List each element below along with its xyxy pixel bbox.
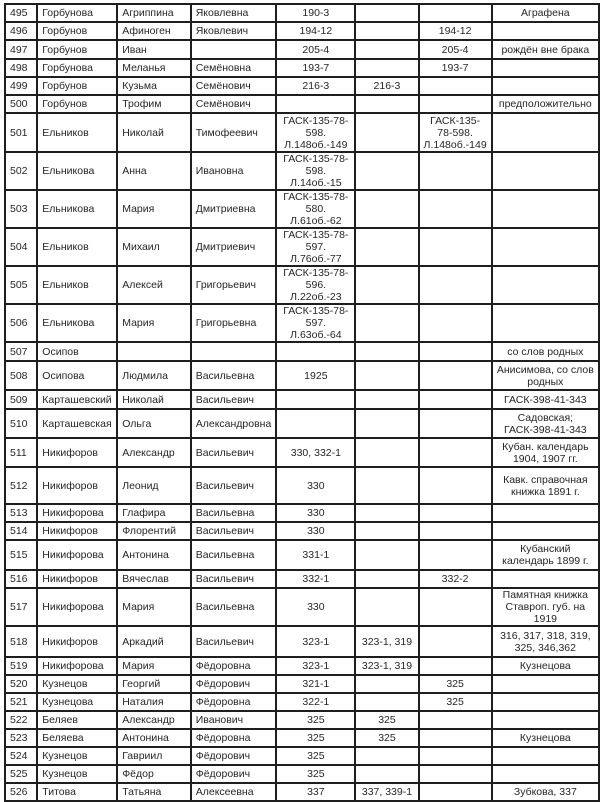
row-number-cell: 525: [5, 765, 37, 783]
source-cell-3: [419, 657, 492, 675]
table-row: [5, 540, 599, 570]
patronymic-cell: Васильевна: [191, 504, 277, 522]
note-cell: Кубан. календарь 1904, 1907 гг.: [492, 438, 599, 467]
row-number-cell: 510: [5, 409, 37, 438]
given-name-cell: Георгий: [117, 675, 191, 693]
source-cell-3: [419, 228, 492, 266]
patronymic-cell: Семёнович: [191, 95, 277, 113]
patronymic-cell: Васильевич: [191, 467, 277, 504]
source-cell-3: [419, 729, 492, 747]
source-cell-2: [355, 588, 418, 626]
patronymic-cell: Алексеевна: [191, 783, 277, 801]
surname-cell: Никифорова: [37, 504, 117, 522]
note-cell: [492, 570, 599, 588]
source-cell-1: 337: [276, 783, 355, 801]
source-cell-2: [355, 59, 418, 77]
table-body: [5, 4, 599, 801]
source-cell-1: 332-1: [276, 570, 355, 588]
source-cell-1: [276, 342, 355, 361]
source-cell-1: 325: [276, 711, 355, 729]
source-cell-2: [355, 675, 418, 693]
row-number-cell: 518: [5, 626, 37, 657]
patronymic-cell: Яковлевна: [191, 4, 277, 22]
row-number-cell: 496: [5, 22, 37, 40]
row-number-cell: 513: [5, 504, 37, 522]
table-row: [5, 59, 599, 77]
row-number-cell: 514: [5, 522, 37, 540]
source-cell-2: [355, 304, 418, 342]
surname-cell: Ельникова: [37, 152, 117, 190]
table-row: [5, 152, 599, 190]
source-cell-3: 205-4: [419, 40, 492, 59]
source-cell-1: [276, 409, 355, 438]
source-cell-2: [355, 390, 418, 409]
source-cell-2: [355, 540, 418, 570]
note-cell: Кузнецова: [492, 657, 599, 675]
source-cell-3: [419, 361, 492, 390]
source-cell-3: [419, 438, 492, 467]
given-name-cell: Афиноген: [117, 22, 191, 40]
table-row: [5, 22, 599, 40]
table-row: [5, 266, 599, 304]
source-cell-3: ГАСК-135-78-598. Л.148об.-149: [419, 113, 492, 152]
note-cell: [492, 190, 599, 228]
given-name-cell: Меланья: [117, 59, 191, 77]
note-cell: ГАСК-398-41-343: [492, 390, 599, 409]
source-cell-3: [419, 4, 492, 22]
source-cell-1: 323-1: [276, 657, 355, 675]
source-cell-1: 193-7: [276, 59, 355, 77]
source-cell-1: ГАСК-135-78-597. Л.76об.-77: [276, 228, 355, 266]
source-cell-1: ГАСК-135-78-580. Л.61об.-62: [276, 190, 355, 228]
row-number-cell: 521: [5, 693, 37, 711]
table-row: [5, 95, 599, 113]
source-cell-3: [419, 540, 492, 570]
note-cell: [492, 113, 599, 152]
source-cell-1: 325: [276, 747, 355, 765]
row-number-cell: 516: [5, 570, 37, 588]
source-cell-1: 321-1: [276, 675, 355, 693]
patronymic-cell: Фёдоровна: [191, 693, 277, 711]
note-cell: Анисимова, со слов родных: [492, 361, 599, 390]
table-row: [5, 626, 599, 657]
source-cell-3: [419, 504, 492, 522]
row-number-cell: 502: [5, 152, 37, 190]
row-number-cell: 501: [5, 113, 37, 152]
note-cell: [492, 228, 599, 266]
source-cell-1: 1925: [276, 361, 355, 390]
surname-cell: Ельникова: [37, 304, 117, 342]
row-number-cell: 519: [5, 657, 37, 675]
surname-cell: Ельников: [37, 266, 117, 304]
genealogy-table: [4, 3, 600, 802]
source-cell-2: 323-1, 319: [355, 657, 418, 675]
surname-cell: Ельников: [37, 228, 117, 266]
given-name-cell: Флорентий: [117, 522, 191, 540]
source-cell-2: [355, 152, 418, 190]
surname-cell: Горбунов: [37, 77, 117, 95]
row-number-cell: 524: [5, 747, 37, 765]
surname-cell: Никифоров: [37, 467, 117, 504]
row-number-cell: 500: [5, 95, 37, 113]
row-number-cell: 526: [5, 783, 37, 801]
row-number-cell: 517: [5, 588, 37, 626]
note-cell: рождён вне брака: [492, 40, 599, 59]
note-cell: [492, 675, 599, 693]
surname-cell: Горбунов: [37, 22, 117, 40]
patronymic-cell: Григорьевич: [191, 266, 277, 304]
given-name-cell: Наталия: [117, 693, 191, 711]
surname-cell: Горбунова: [37, 4, 117, 22]
table-row: [5, 190, 599, 228]
given-name-cell: Мария: [117, 304, 191, 342]
surname-cell: Карташевская: [37, 409, 117, 438]
patronymic-cell: Васильевич: [191, 626, 277, 657]
source-cell-3: [419, 342, 492, 361]
surname-cell: Кузнецов: [37, 765, 117, 783]
surname-cell: Беляева: [37, 729, 117, 747]
surname-cell: Ельников: [37, 113, 117, 152]
source-cell-3: [419, 266, 492, 304]
note-cell: [492, 22, 599, 40]
patronymic-cell: Яковлевич: [191, 22, 277, 40]
source-cell-3: [419, 152, 492, 190]
note-cell: [492, 504, 599, 522]
source-cell-1: 330: [276, 467, 355, 504]
patronymic-cell: Александровна: [191, 409, 277, 438]
patronymic-cell: Фёдоровна: [191, 657, 277, 675]
source-cell-2: 323-1, 319: [355, 626, 418, 657]
note-cell: [492, 747, 599, 765]
source-cell-3: 325: [419, 675, 492, 693]
source-cell-2: [355, 342, 418, 361]
surname-cell: Кузнецова: [37, 693, 117, 711]
source-cell-2: 325: [355, 729, 418, 747]
source-cell-2: [355, 40, 418, 59]
source-cell-2: [355, 504, 418, 522]
patronymic-cell: Иванович: [191, 711, 277, 729]
source-cell-1: 194-12: [276, 22, 355, 40]
given-name-cell: Иван: [117, 40, 191, 59]
source-cell-2: [355, 438, 418, 467]
source-cell-2: [355, 409, 418, 438]
surname-cell: Титова: [37, 783, 117, 801]
surname-cell: Никифоров: [37, 626, 117, 657]
note-cell: [492, 522, 599, 540]
table-row: [5, 77, 599, 95]
source-cell-3: [419, 190, 492, 228]
source-cell-3: [419, 77, 492, 95]
source-cell-2: [355, 570, 418, 588]
patronymic-cell: Васильевна: [191, 361, 277, 390]
given-name-cell: Антонина: [117, 729, 191, 747]
note-cell: Кавк. справочная книжка 1891 г.: [492, 467, 599, 504]
source-cell-3: [419, 467, 492, 504]
row-number-cell: 504: [5, 228, 37, 266]
patronymic-cell: [191, 40, 277, 59]
source-cell-2: 337, 339-1: [355, 783, 418, 801]
source-cell-3: [419, 747, 492, 765]
surname-cell: Беляев: [37, 711, 117, 729]
table-row: [5, 228, 599, 266]
note-cell: 316, 317, 318, 319, 325, 346,362: [492, 626, 599, 657]
note-cell: [492, 304, 599, 342]
patronymic-cell: Семёнович: [191, 77, 277, 95]
source-cell-1: 216-3: [276, 77, 355, 95]
source-cell-3: 193-7: [419, 59, 492, 77]
note-cell: Аграфена: [492, 4, 599, 22]
surname-cell: Никифоров: [37, 522, 117, 540]
table-row: [5, 765, 599, 783]
surname-cell: Кузнецов: [37, 747, 117, 765]
table-row: [5, 783, 599, 801]
source-cell-3: [419, 588, 492, 626]
row-number-cell: 499: [5, 77, 37, 95]
surname-cell: Карташевский: [37, 390, 117, 409]
table-row: [5, 467, 599, 504]
surname-cell: Никифорова: [37, 540, 117, 570]
source-cell-2: [355, 4, 418, 22]
patronymic-cell: Фёдорович: [191, 765, 277, 783]
table-row: [5, 504, 599, 522]
surname-cell: Никифорова: [37, 588, 117, 626]
source-cell-3: [419, 626, 492, 657]
source-cell-3: [419, 711, 492, 729]
given-name-cell: Николай: [117, 390, 191, 409]
source-cell-1: 325: [276, 765, 355, 783]
source-cell-2: [355, 765, 418, 783]
note-cell: Кузнецова: [492, 729, 599, 747]
source-cell-3: 325: [419, 693, 492, 711]
source-cell-3: 194-12: [419, 22, 492, 40]
given-name-cell: Татьяна: [117, 783, 191, 801]
table-row: [5, 675, 599, 693]
given-name-cell: Вячеслав: [117, 570, 191, 588]
note-cell: [492, 152, 599, 190]
surname-cell: Горбунов: [37, 40, 117, 59]
source-cell-3: [419, 522, 492, 540]
surname-cell: Горбунова: [37, 59, 117, 77]
given-name-cell: Антонина: [117, 540, 191, 570]
source-cell-2: [355, 693, 418, 711]
row-number-cell: 523: [5, 729, 37, 747]
source-cell-2: [355, 266, 418, 304]
surname-cell: Ельникова: [37, 190, 117, 228]
table-row: [5, 409, 599, 438]
source-cell-1: 322-1: [276, 693, 355, 711]
given-name-cell: Аркадий: [117, 626, 191, 657]
note-cell: предположительно: [492, 95, 599, 113]
patronymic-cell: Васильевич: [191, 522, 277, 540]
source-cell-3: [419, 95, 492, 113]
table-row: [5, 113, 599, 152]
table-row: [5, 747, 599, 765]
table-row: [5, 711, 599, 729]
given-name-cell: Гавриил: [117, 747, 191, 765]
given-name-cell: Мария: [117, 657, 191, 675]
patronymic-cell: Васильевич: [191, 390, 277, 409]
source-cell-1: 330: [276, 588, 355, 626]
given-name-cell: Алексей: [117, 266, 191, 304]
note-cell: [492, 266, 599, 304]
row-number-cell: 522: [5, 711, 37, 729]
row-number-cell: 507: [5, 342, 37, 361]
given-name-cell: Фёдор: [117, 765, 191, 783]
patronymic-cell: Григорьевна: [191, 304, 277, 342]
table-row: [5, 729, 599, 747]
source-cell-3: [419, 304, 492, 342]
table-row: [5, 522, 599, 540]
row-number-cell: 505: [5, 266, 37, 304]
surname-cell: Никифорова: [37, 657, 117, 675]
patronymic-cell: Дмитриевна: [191, 190, 277, 228]
table-row: [5, 304, 599, 342]
source-cell-1: 323-1: [276, 626, 355, 657]
given-name-cell: Людмила: [117, 361, 191, 390]
note-cell: [492, 59, 599, 77]
given-name-cell: Михаил: [117, 228, 191, 266]
table-row: [5, 657, 599, 675]
table-row: [5, 390, 599, 409]
source-cell-3: [419, 409, 492, 438]
source-cell-3: 332-2: [419, 570, 492, 588]
patronymic-cell: Ивановна: [191, 152, 277, 190]
source-cell-1: ГАСК-135-78-596. Л.22об.-23: [276, 266, 355, 304]
source-cell-1: [276, 95, 355, 113]
table-row: [5, 438, 599, 467]
table-row: [5, 588, 599, 626]
table-row: [5, 342, 599, 361]
note-cell: [492, 711, 599, 729]
patronymic-cell: Дмитриевич: [191, 228, 277, 266]
patronymic-cell: Фёдорович: [191, 675, 277, 693]
row-number-cell: 506: [5, 304, 37, 342]
source-cell-1: ГАСК-135-78-597. Л.63об.-64: [276, 304, 355, 342]
patronymic-cell: Васильевна: [191, 588, 277, 626]
source-cell-2: [355, 467, 418, 504]
source-cell-3: [419, 765, 492, 783]
source-cell-2: [355, 747, 418, 765]
table-row: [5, 4, 599, 22]
row-number-cell: 498: [5, 59, 37, 77]
row-number-cell: 495: [5, 4, 37, 22]
given-name-cell: Кузьма: [117, 77, 191, 95]
source-cell-1: [276, 390, 355, 409]
patronymic-cell: Васильевич: [191, 438, 277, 467]
table-row: [5, 40, 599, 59]
row-number-cell: 509: [5, 390, 37, 409]
source-cell-3: [419, 390, 492, 409]
source-cell-2: 216-3: [355, 77, 418, 95]
surname-cell: Никифоров: [37, 438, 117, 467]
note-cell: Памятная книжка Ставроп. губ. на 1919: [492, 588, 599, 626]
source-cell-2: [355, 361, 418, 390]
given-name-cell: Александр: [117, 711, 191, 729]
source-cell-2: 325: [355, 711, 418, 729]
patronymic-cell: Фёдорович: [191, 747, 277, 765]
table-row: [5, 361, 599, 390]
given-name-cell: Мария: [117, 588, 191, 626]
given-name-cell: [117, 342, 191, 361]
source-cell-1: 190-3: [276, 4, 355, 22]
table-row: [5, 693, 599, 711]
given-name-cell: Агриппина: [117, 4, 191, 22]
row-number-cell: 503: [5, 190, 37, 228]
note-cell: со слов родных: [492, 342, 599, 361]
given-name-cell: Леонид: [117, 467, 191, 504]
source-cell-1: 325: [276, 729, 355, 747]
surname-cell: Осипов: [37, 342, 117, 361]
source-cell-1: 330, 332-1: [276, 438, 355, 467]
table-row: [5, 570, 599, 588]
row-number-cell: 512: [5, 467, 37, 504]
source-cell-3: [419, 783, 492, 801]
source-cell-2: [355, 228, 418, 266]
surname-cell: Никифоров: [37, 570, 117, 588]
note-cell: Кубанский календарь 1899 г.: [492, 540, 599, 570]
given-name-cell: Николай: [117, 113, 191, 152]
given-name-cell: Ольга: [117, 409, 191, 438]
patronymic-cell: Тимофеевич: [191, 113, 277, 152]
row-number-cell: 520: [5, 675, 37, 693]
given-name-cell: Анна: [117, 152, 191, 190]
source-cell-1: ГАСК-135-78-598. Л.148об.-149: [276, 113, 355, 152]
note-cell: [492, 765, 599, 783]
patronymic-cell: Васильевна: [191, 540, 277, 570]
patronymic-cell: Васильевич: [191, 570, 277, 588]
source-cell-2: [355, 22, 418, 40]
patronymic-cell: Семёновна: [191, 59, 277, 77]
surname-cell: Кузнецов: [37, 675, 117, 693]
patronymic-cell: [191, 342, 277, 361]
source-cell-2: [355, 190, 418, 228]
source-cell-2: [355, 522, 418, 540]
patronymic-cell: Фёдоровна: [191, 729, 277, 747]
source-cell-2: [355, 113, 418, 152]
given-name-cell: Глафира: [117, 504, 191, 522]
surname-cell: Осипова: [37, 361, 117, 390]
row-number-cell: 497: [5, 40, 37, 59]
source-cell-1: 330: [276, 522, 355, 540]
note-cell: Садовская; ГАСК-398-41-343: [492, 409, 599, 438]
note-cell: [492, 693, 599, 711]
row-number-cell: 508: [5, 361, 37, 390]
given-name-cell: Александр: [117, 438, 191, 467]
surname-cell: Горбунов: [37, 95, 117, 113]
note-cell: Зубкова, 337: [492, 783, 599, 801]
source-cell-1: ГАСК-135-78-598. Л.14об.-15: [276, 152, 355, 190]
source-cell-2: [355, 95, 418, 113]
row-number-cell: 515: [5, 540, 37, 570]
given-name-cell: Мария: [117, 190, 191, 228]
row-number-cell: 511: [5, 438, 37, 467]
source-cell-1: 330: [276, 504, 355, 522]
given-name-cell: Трофим: [117, 95, 191, 113]
note-cell: [492, 77, 599, 95]
source-cell-1: 205-4: [276, 40, 355, 59]
source-cell-1: 331-1: [276, 540, 355, 570]
